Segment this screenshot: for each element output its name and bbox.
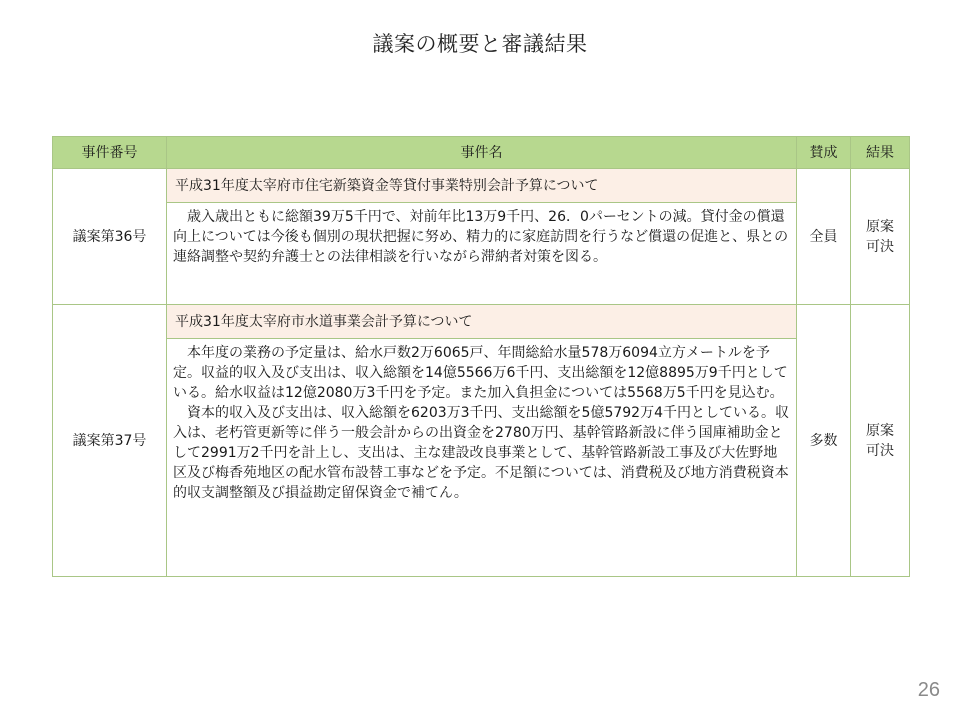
bill-37-name-row [53, 305, 910, 339]
header-case-name: 事件名 [167, 137, 797, 169]
bill-36-name-row [53, 169, 910, 203]
bill-37-name: 平成31年度太宰府市水道事業会計予算について [167, 305, 797, 339]
bill-36-name: 平成31年度太宰府市住宅新築資金等貸付事業特別会計予算について [167, 169, 797, 203]
bill-37-vote: 多数 [797, 305, 851, 577]
bill-37-description: 本年度の業務の予定量は、給水戸数2万6065戸、年間総給水量578万6094立方メートルを予定。収益的収入及び支出は、収入総額を14億5566万6千円、支出総額を12億8895万9千円としている。給水収益は12億2080万3千円を予定。また加入負担金については5568万5千円を見込む。 資本的収入及び支出は、収入総額を6203万3千円、支出総額を5億5792万4千円としている。収入は、老朽管更新等に伴う一般会計からの出資金を2780万円、基幹管路新設に伴う国庫補助金として2991万2千円を計上し、支出は、主な建設改良事業として、基幹管路新設工事及び大佐野地区及び梅香苑地区の配水管布設替工事などを予定。不足額については、消費税及び地方消費税資本的収支調整額及び損益勘定留保資金で補てん。 [167, 339, 797, 577]
page-number: 26 [917, 679, 940, 701]
bill-37-number: 議案第37号 [53, 305, 167, 577]
header-result: 結果 [851, 137, 910, 169]
bill-37-desc-row [53, 339, 910, 577]
bill-36-number: 議案第36号 [53, 169, 167, 305]
bill-36-result: 原案 可決 [851, 169, 910, 305]
bill-36-description: 歳入歳出ともに総額39万5千円で、対前年比13万9千円、26．0パーセントの減。貸付金の償還向上については今後も個別の現状把握に努め、精力的に家庭訪問を行うなど償還の促進と、県との連絡調整や契約弁護士との法律相談を行いながら滞納者対策を図る。 [167, 203, 797, 305]
header-vote: 賛成 [797, 137, 851, 169]
bill-37-result: 原案 可決 [851, 305, 910, 577]
table-header-row [53, 137, 910, 169]
bill-36-desc-row [53, 203, 910, 305]
slide-title: 議案の概要と審議結果 [372, 32, 588, 56]
bill-36-vote: 全員 [797, 169, 851, 305]
bill-results-table [52, 136, 910, 577]
header-case-number: 事件番号 [53, 137, 167, 169]
